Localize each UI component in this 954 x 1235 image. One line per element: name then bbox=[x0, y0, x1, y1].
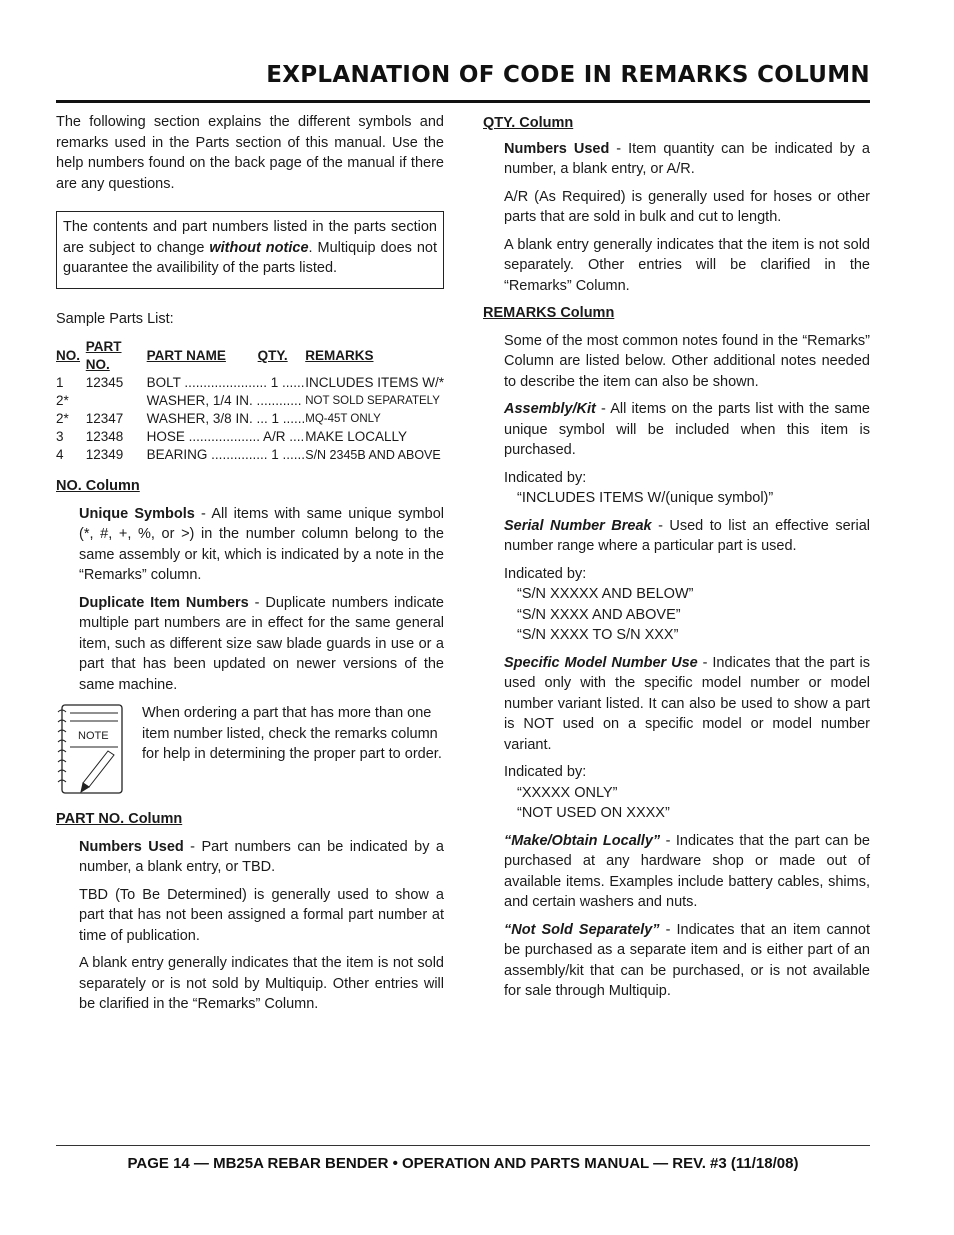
serial-break-text: - Used to list an effective serial number range where a particular part is used. bbox=[504, 517, 870, 554]
row-no: 3 bbox=[56, 429, 64, 444]
qty-numbers-used-paragraph bbox=[504, 139, 870, 180]
remarks-intro: Some of the most common notes found in the “Remarks” Column are listed below. Other additional notes needed to describe the item can also be shown. bbox=[504, 332, 870, 390]
serial-example: “S/N XXXX AND ABOVE” bbox=[517, 606, 681, 623]
sample-parts-label: Sample Parts List: bbox=[56, 310, 174, 327]
intro-paragraph: The following section explains the different symbols and remarks used in the Parts section of this manual. Use the help numbers found on the back page of the manual if there are any questions. bbox=[56, 114, 444, 192]
remarks-column-heading: REMARKS Column bbox=[483, 305, 615, 321]
make-locally-text: - Indicates that the part can be purchased at any hardware shop or made out of available items. Examples include battery cables, shims, and certain washers and nuts. bbox=[504, 832, 870, 910]
note-icon-label: NOTE bbox=[78, 730, 109, 742]
col-header-part-name: PART NAME bbox=[146, 348, 226, 363]
indicated-by-label: Indicated by: bbox=[504, 565, 587, 582]
qty-numbers-used-text: - Item quantity can be indicated by a number, a blank entry, or A/R. bbox=[504, 140, 870, 177]
model-number-paragraph bbox=[504, 653, 870, 756]
row-name-qty: HOSE ................... A/R .... bbox=[146, 429, 305, 444]
table-row bbox=[56, 410, 444, 428]
table-row bbox=[56, 428, 444, 446]
row-name-qty: BOLT ...................... 1 ...... bbox=[146, 375, 305, 390]
row-no: 2* bbox=[56, 411, 69, 426]
page-title: EXPLANATION OF CODE IN REMARKS COLUMN bbox=[266, 62, 870, 88]
row-remarks: INCLUDES ITEMS W/* bbox=[305, 375, 444, 390]
sample-parts-header bbox=[56, 338, 444, 374]
row-part-no: 12348 bbox=[85, 429, 124, 444]
unique-symbols-paragraph bbox=[79, 504, 444, 586]
row-remarks: NOT SOLD SEPARATELY bbox=[305, 395, 440, 407]
table-row bbox=[56, 392, 444, 410]
col-header-remarks: REMARKS bbox=[305, 348, 374, 363]
table-row bbox=[56, 446, 444, 464]
part-numbers-used-text: - Part numbers can be indicated by a number, a blank entry, or TBD. bbox=[79, 838, 444, 875]
col-header-no: NO. bbox=[56, 348, 81, 363]
model-number-term: Specific Model Number Use bbox=[504, 654, 698, 671]
sample-parts-table bbox=[56, 338, 444, 464]
model-example: “XXXXX ONLY” bbox=[517, 784, 618, 801]
row-part-no: 12347 bbox=[85, 411, 124, 426]
table-row bbox=[56, 374, 444, 392]
row-remarks: S/N 2345B AND ABOVE bbox=[305, 448, 441, 462]
notice-emphasis: without notice bbox=[209, 239, 309, 256]
part-numbers-used-paragraph bbox=[79, 837, 444, 878]
ar-paragraph: A/R (As Required) is generally used for hoses or other parts that are sold in bulk and cut to length. bbox=[504, 188, 870, 225]
notice-text-before: The contents and part numbers listed in the parts section are subject to change bbox=[63, 219, 437, 256]
not-sold-separately-text: - Indicates that an item cannot be purchased as a separate item and is either part of an assembly/kit that can be purchased, or is not available for sale through Multiquip. bbox=[504, 921, 871, 999]
right-column bbox=[483, 113, 870, 1009]
duplicate-items-text: - Duplicate numbers indicate multiple part numbers are in effect for the same general item, such as different size saw blade guards in use or a part that has been updated on newer versions of the same machine. bbox=[79, 594, 444, 693]
notice-text-after: . Multiquip does not guarantee the availibility of the parts listed. bbox=[63, 239, 437, 276]
row-part-no: 12345 bbox=[85, 375, 124, 390]
row-remarks: MQ-45T ONLY bbox=[305, 413, 381, 425]
duplicate-items-term: Duplicate Item Numbers bbox=[79, 594, 249, 611]
model-number-text: - Indicates that the part is used only with the specific model number or model number variant listed. It can also be used to show a part is NOT used on a specific model or model number variant. bbox=[504, 654, 870, 753]
unique-symbols-text: - All items with same unique symbol (*, #, +, %, or >) in the number column belong to the same assembly or kit, which is indicated by a note in the “Remarks” column. bbox=[79, 505, 444, 583]
row-no: 1 bbox=[56, 375, 64, 390]
tbd-paragraph: TBD (To Be Determined) is generally used to show a part that has not been assigned a formal part number at time of publication. bbox=[79, 886, 444, 944]
row-part-no bbox=[86, 392, 147, 410]
assembly-example: “INCLUDES ITEMS W/(unique symbol)” bbox=[517, 490, 774, 506]
col-header-part-no: PART NO. bbox=[85, 339, 122, 372]
assembly-kit-paragraph bbox=[504, 399, 870, 461]
serial-example: “S/N XXXX TO S/N XXX” bbox=[517, 627, 679, 643]
row-no: 2* bbox=[56, 393, 69, 408]
serial-break-paragraph bbox=[504, 516, 870, 557]
note-callout bbox=[56, 703, 444, 797]
note-text: When ordering a part that has more than one item number listed, check the remarks column for help in determining the proper part to order. bbox=[142, 705, 442, 762]
row-name-qty: WASHER, 3/8 IN. ... 1 ...... bbox=[146, 411, 306, 426]
part-blank-paragraph: A blank entry generally indicates that the item is not sold separately or is not sold by Multiquip. Other entries will be clarified in the “Remarks” Column. bbox=[79, 955, 444, 1012]
part-numbers-used-term: Numbers Used bbox=[79, 838, 184, 855]
qty-blank-paragraph: A blank entry generally indicates that the item is not sold separately. Other entries will be clarified in the “Remarks” Column. bbox=[504, 236, 870, 294]
indicated-by-label: Indicated by: bbox=[504, 764, 587, 780]
qty-column-heading: QTY. Column bbox=[483, 115, 574, 131]
row-remarks: MAKE LOCALLY bbox=[305, 429, 408, 444]
note-notepad-icon bbox=[56, 703, 126, 797]
not-sold-separately-paragraph bbox=[504, 920, 870, 1002]
not-sold-separately-term: “Not Sold Separately” bbox=[504, 921, 660, 938]
model-example: “NOT USED ON XXXX” bbox=[517, 805, 670, 821]
no-column-heading: NO. Column bbox=[56, 478, 140, 494]
notice-box bbox=[56, 211, 444, 289]
assembly-kit-text: - All items on the parts list with the same unique symbol will be included when this item is purchased. bbox=[504, 401, 870, 458]
serial-break-term: Serial Number Break bbox=[504, 517, 652, 534]
col-header-qty: QTY. bbox=[257, 348, 288, 363]
assembly-kit-term: Assembly/Kit bbox=[504, 401, 596, 417]
duplicate-items-paragraph bbox=[79, 593, 444, 696]
part-no-column-heading: PART NO. Column bbox=[56, 811, 183, 827]
make-locally-term: “Make/Obtain Locally” bbox=[504, 832, 661, 849]
qty-numbers-used-term: Numbers Used bbox=[504, 140, 610, 157]
row-part-no: 12349 bbox=[85, 447, 124, 462]
make-locally-paragraph bbox=[504, 831, 870, 913]
serial-example: “S/N XXXXX AND BELOW” bbox=[517, 586, 694, 602]
left-column bbox=[56, 112, 444, 1022]
page-footer: PAGE 14 — MB25A REBAR BENDER • OPERATION AND PARTS MANUAL — REV. #3 (11/18/08) bbox=[127, 1155, 799, 1172]
indicated-by-label: Indicated by: bbox=[504, 469, 587, 486]
row-no: 4 bbox=[56, 447, 64, 462]
footer-rule bbox=[56, 1145, 870, 1146]
row-name-qty: BEARING ............... 1 ...... bbox=[146, 447, 305, 462]
row-name-qty: WASHER, 1/4 IN. ............ bbox=[146, 393, 302, 408]
title-rule bbox=[56, 100, 870, 103]
unique-symbols-term: Unique Symbols bbox=[79, 505, 195, 522]
